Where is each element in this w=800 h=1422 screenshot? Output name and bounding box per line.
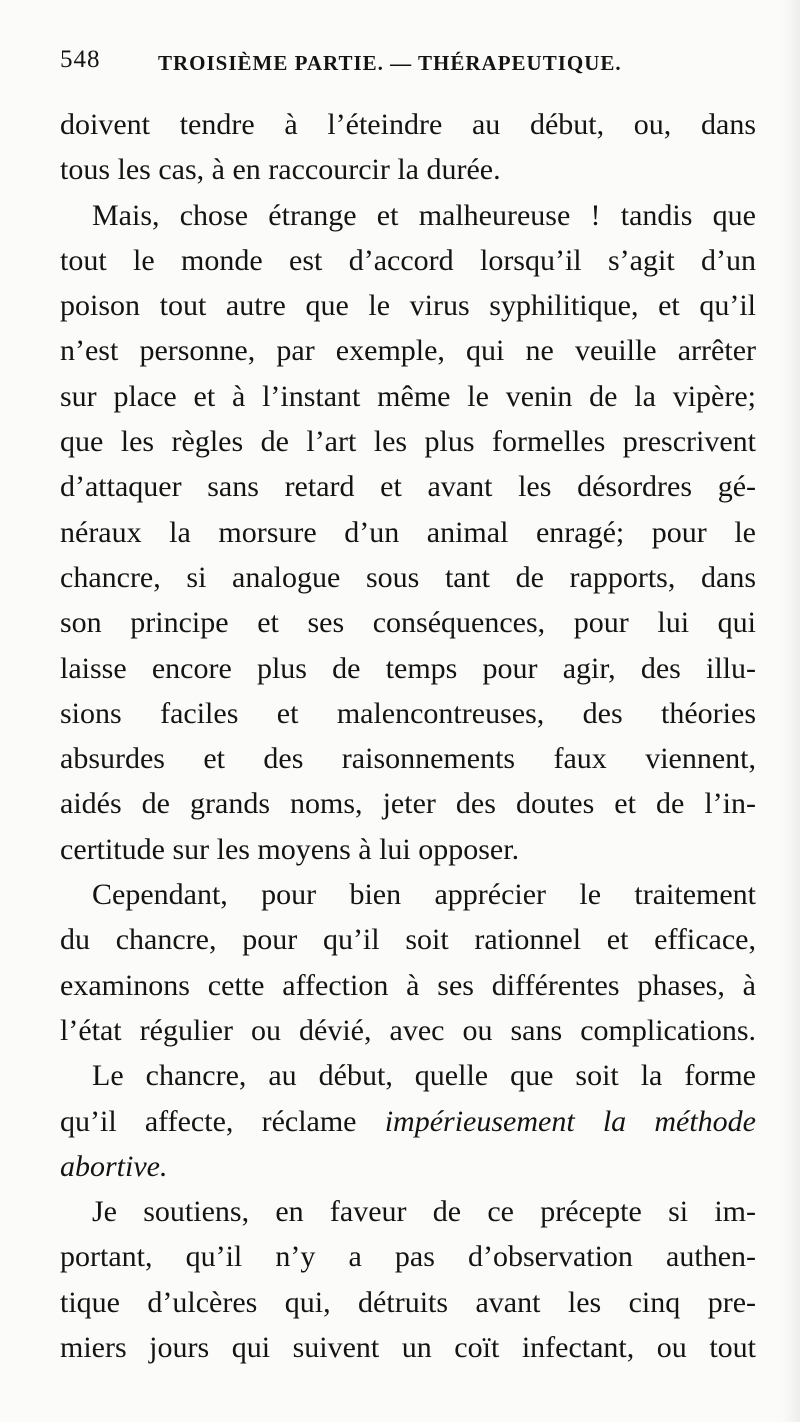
- text-line: n’est personne, par exemple, qui ne veuille arrêter: [60, 334, 756, 368]
- text-line: certitude sur les moyens à lui opposer.: [60, 832, 520, 866]
- text-line: que les règles de l’art les plus formelles prescrivent: [60, 425, 756, 459]
- text-line: l’état régulier ou dévié, avec ou sans complications.: [60, 1013, 756, 1047]
- running-title: TROISIÈME PARTIE. — THÉRAPEUTIQUE.: [158, 51, 622, 75]
- text-line: d’attaquer sans retard et avant les désordres gé-: [60, 470, 756, 504]
- text-line: du chancre, pour qu’il soit rationnel et efficace,: [60, 923, 756, 957]
- page-number: 548: [60, 46, 101, 73]
- text-line: examinons cette affection à ses différentes phases, à: [60, 968, 756, 1002]
- paragraph-first-line: Je soutiens, en faveur de ce précepte si im-: [92, 1195, 756, 1229]
- text-line: absurdes et des raisonnements faux viennent,: [60, 742, 756, 776]
- text-line: portant, qu’il n’y a pas d’observation authen-: [60, 1240, 756, 1274]
- text-line: aidés de grands noms, jeter des doutes et de l’in-: [60, 787, 756, 821]
- text-line: laisse encore plus de temps pour agir, des illu-: [60, 651, 756, 685]
- paragraph-first-line: Le chancre, au début, quelle que soit la forme: [92, 1059, 756, 1093]
- text-line: sions faciles et malencontreuses, des théories: [60, 696, 756, 730]
- text-line: miers jours qui suivent un coït infectant, ou tout: [60, 1331, 756, 1365]
- text-line: tique d’ulcères qui, détruits avant les cinq pre-: [60, 1285, 756, 1319]
- paragraph-first-line: Cependant, pour bien apprécier le traitement: [92, 878, 756, 912]
- running-head: [60, 46, 750, 80]
- text-line: son principe et ses conséquences, pour lui qui: [60, 606, 756, 640]
- text-line-mixed: [60, 1099, 756, 1144]
- text-run: qu’il affecte, réclame: [60, 1104, 357, 1138]
- text-line: tous les cas, à en raccourcir la durée.: [60, 153, 501, 187]
- text-line: tout le monde est d’accord lorsqu’il s’agit d’un: [60, 243, 756, 277]
- body-text: [60, 102, 756, 1370]
- italic-text: abortive.: [60, 1149, 168, 1183]
- text-line: néraux la morsure d’un animal enragé; pour le: [60, 515, 756, 549]
- text-line: doivent tendre à l’éteindre au début, ou, dans: [60, 108, 756, 141]
- text-line: chancre, si analogue sous tant de rapports, dans: [60, 560, 756, 594]
- text-line: sur place et à l’instant même le venin de la vipère;: [60, 379, 756, 413]
- text-line: poison tout autre que le virus syphilitique, et qu’il: [60, 289, 756, 323]
- italic-text: impérieusement la méthode: [384, 1104, 756, 1138]
- text-line: [60, 1144, 756, 1189]
- paragraph-first-line: Mais, chose étrange et malheureuse ! tandis que: [92, 198, 756, 232]
